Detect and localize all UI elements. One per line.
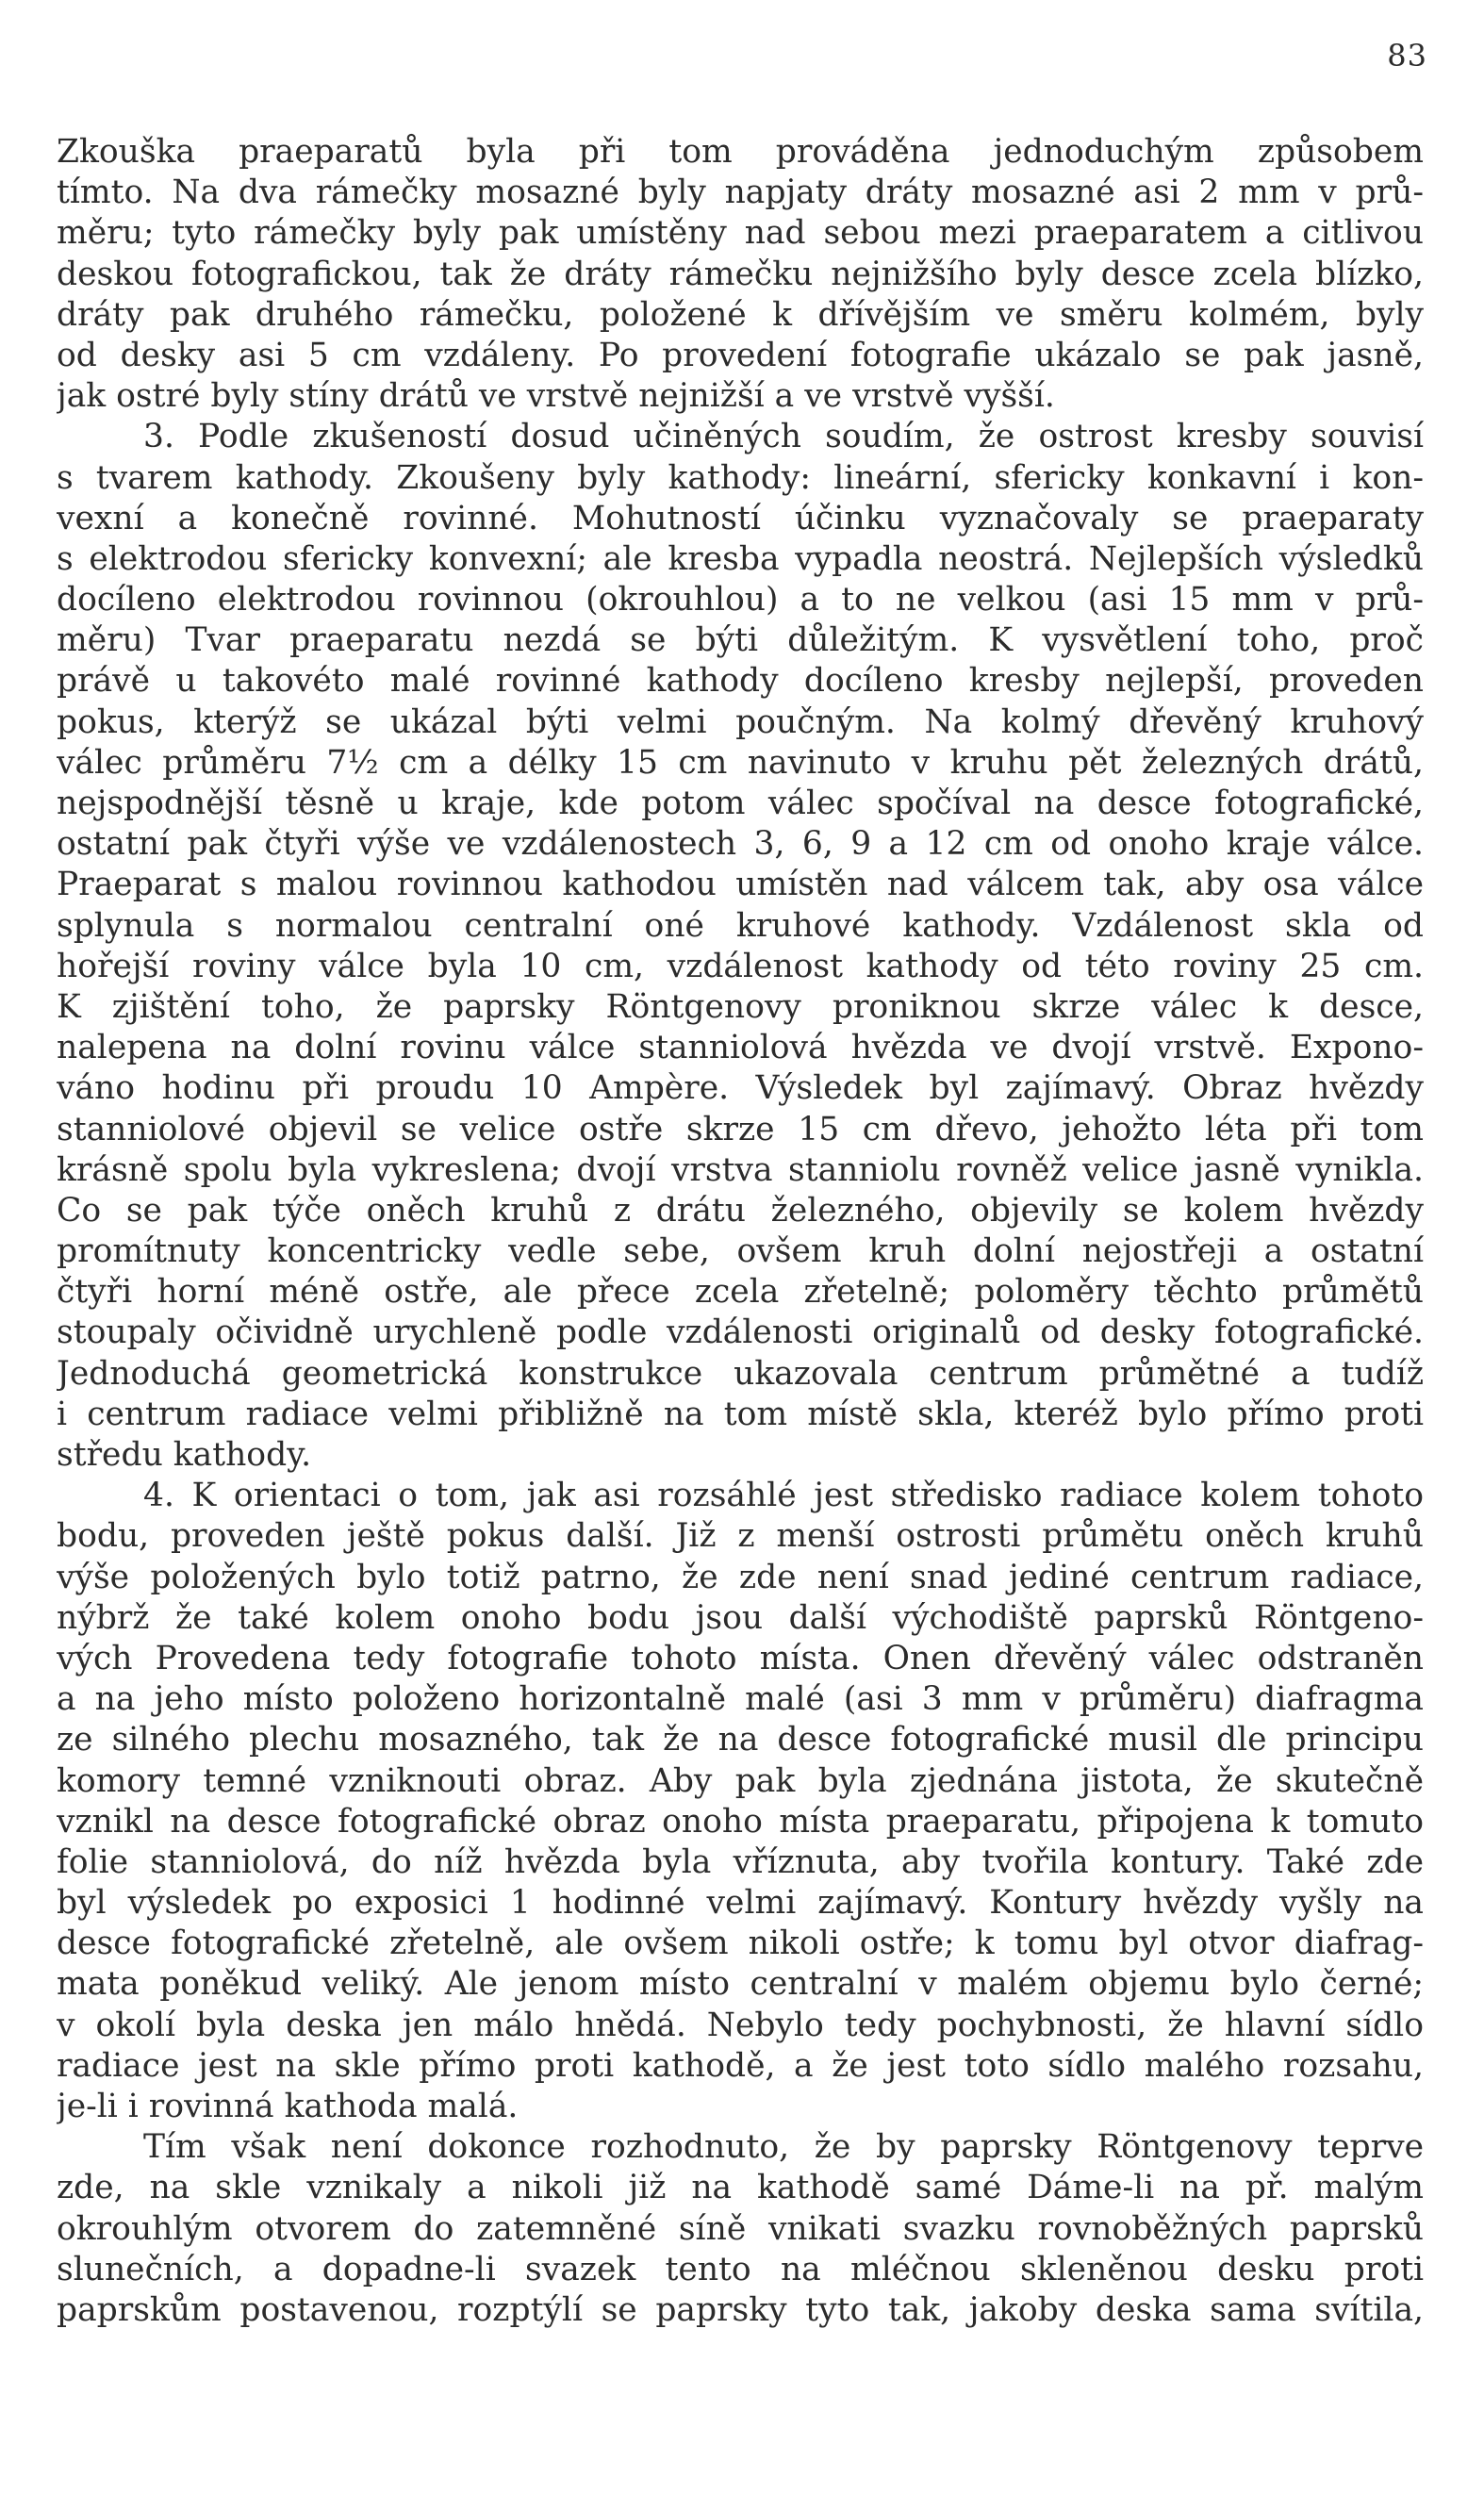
text-line: tímto. Na dva rámečky mosazné byly napjaty dráty mosazné asi 2 mm v prů- xyxy=(57,173,1424,212)
text-line: ostatní pak čtyři výše ve vzdálenostech 3, 6, 9 a 12 cm od onoho kraje válce. xyxy=(57,825,1424,864)
text-line: slunečních, a dopadne-li svazek tento na mléčnou skleněnou desku proti xyxy=(57,2250,1424,2288)
text-line: Co se pak týče oněch kruhů z drátu železného, objevily se kolem hvězdy xyxy=(57,1191,1424,1230)
text-line: výše položených bylo totiž patrno, že zde není snad jediné centrum radiace, xyxy=(57,1558,1424,1596)
text-line: stoupaly očividně urychleně podle vzdálenosti originalů od desky fotografické. xyxy=(57,1313,1424,1352)
text-line: folie stanniolová, do níž hvězda byla vříznuta, aby tvořila kontury. Také zde xyxy=(57,1842,1424,1881)
text-line: Praeparat s malou rovinnou kathodou umístěn nad válcem tak, aby osa válce xyxy=(57,866,1424,904)
text-line: středu kathody. xyxy=(57,1436,312,1474)
text-line: nalepena na dolní rovinu válce stanniolová hvězda ve dvojí vrstvě. Expono- xyxy=(57,1029,1424,1067)
text-line: promítnuty koncentricky vedle sebe, ovšem kruh dolní nejostřeji a ostatní xyxy=(57,1232,1424,1271)
text-line: paprskům postavenou, rozptýlí se paprsky tyto tak, jakoby deska sama svítila, xyxy=(57,2290,1424,2329)
text-line: měru) Tvar praeparatu nezdá se býti důležitým. K vysvětlení toho, proč xyxy=(57,621,1424,660)
text-line: váno hodinu při proudu 10 Ampère. Výsledek byl zajímavý. Obraz hvězdy xyxy=(57,1069,1424,1108)
text-line: a na jeho místo položeno horizontalně malé (asi 3 mm v průměru) diafragma xyxy=(57,1680,1424,1719)
body-text xyxy=(57,132,1424,2331)
text-line: K zjištění toho, že paprsky Röntgenovy proniknou skrze válec k desce, xyxy=(57,987,1424,1026)
text-line: nejspodnější těsně u kraje, kde potom válec spočíval na desce fotografické, xyxy=(57,785,1424,822)
text-line: jak ostré byly stíny drátů ve vrstvě nejnižší a ve vrstvě vyšší. xyxy=(57,377,1055,416)
text-line: od desky asi 5 cm vzdáleny. Po provedení fotografie ukázalo se pak jasně, xyxy=(57,336,1424,374)
text-line: hořejší roviny válce byla 10 cm, vzdálenost kathody od této roviny 25 cm. xyxy=(57,947,1424,985)
text-line: Jednoduchá geometrická konstrukce ukazovala centrum průmětné a tudíž xyxy=(57,1354,1424,1393)
page-number: 83 xyxy=(1387,38,1427,74)
text-line: pokus, kterýž se ukázal býti velmi poučným. Na kolmý dřevěný kruhový xyxy=(57,702,1424,741)
text-line: zde, na skle vznikaly a nikoli již na kathodě samé Dáme-li na př. malým xyxy=(57,2169,1424,2207)
text-line: válec průměru 7½ cm a délky 15 cm navinuto v kruhu pět železných drátů, xyxy=(57,743,1424,782)
text-line: dráty pak druhého rámečku, položené k dřívějším ve směru kolmém, byly xyxy=(57,295,1424,334)
text-line: s elektrodou sfericky konvexní; ale kresba vypadla neostrá. Nejlepších výsledků xyxy=(57,539,1424,578)
text-line: krásně spolu byla vykreslena; dvojí vrstva stanniolu rovněž velice jasně vynikla. xyxy=(57,1150,1424,1189)
text-line: vých Provedena tedy fotografie tohoto místa. Onen dřevěný válec odstraněn xyxy=(57,1639,1424,1677)
text-line: komory temné vzniknouti obraz. Aby pak byla zjednána jistota, že skutečně xyxy=(57,1761,1424,1800)
text-line: bodu, proveden ještě pokus další. Již z menší ostrosti průmětu oněch kruhů xyxy=(57,1517,1424,1556)
text-line: radiace jest na skle přímo proti kathodě, a že jest toto sídlo malého rozsahu, xyxy=(57,2046,1424,2085)
text-line: deskou fotografickou, tak že dráty rámečku nejnižšího byly desce zcela blízko, xyxy=(57,255,1424,293)
text-line: mata poněkud veliký. Ale jenom místo centralní v malém objemu bylo černé; xyxy=(57,1965,1424,2004)
text-line: nýbrž že také kolem onoho bodu jsou další východiště paprsků Röntgeno- xyxy=(57,1598,1424,1637)
text-line: je-li i rovinná kathoda malá. xyxy=(57,2088,519,2125)
text-line: splynula s normalou centralní oné kruhové kathody. Vzdálenost skla od xyxy=(57,906,1424,945)
text-line: stanniolové objevil se velice ostře skrze 15 cm dřevo, jehožto léta při tom xyxy=(57,1110,1424,1148)
text-line: měru; tyto rámečky byly pak umístěny nad sebou mezi praeparatem a citlivou xyxy=(57,214,1424,253)
text-line: i centrum radiace velmi přibližně na tom místě skla, kteréž bylo přímo proti xyxy=(57,1395,1424,1433)
text-line: okrouhlým otvorem do zatemněné síně vnikati svazku rovnoběžných paprsků xyxy=(57,2209,1424,2248)
text-line: vznikl na desce fotografické obraz onoho místa praeparatu, připojena k tomuto xyxy=(57,1802,1424,1841)
text-line: byl výsledek po exposici 1 hodinné velmi zajímavý. Kontury hvězdy vyšly na xyxy=(57,1884,1424,1923)
text-line: desce fotografické zřetelně, ale ovšem nikoli ostře; k tomu byl otvor diafrag- xyxy=(57,1924,1424,1963)
text-line: s tvarem kathody. Zkoušeny byly kathody: lineární, sfericky konkavní i kon- xyxy=(57,458,1424,497)
text-line: 3. Podle zkušeností dosud učiněných soudím, že ostrost kresby souvisí xyxy=(143,418,1424,456)
text-line: ze silného plechu mosazného, tak že na desce fotografické musil dle principu xyxy=(57,1721,1424,1759)
text-line: v okolí byla deska jen málo hnědá. Nebylo tedy pochybnosti, že hlavní sídlo xyxy=(57,2006,1424,2044)
text-line: Zkouška praeparatů byla při tom prováděna jednoduchým způsobem xyxy=(57,133,1424,171)
text-line: Tím však není dokonce rozhodnuto, že by paprsky Röntgenovy teprve xyxy=(143,2128,1424,2167)
text-line: vexní a konečně rovinné. Mohutností účinku vyznačovaly se praeparaty xyxy=(57,499,1424,537)
text-line: právě u takovéto malé rovinné kathody docíleno kresby nejlepší, proveden xyxy=(57,662,1424,701)
text-line: docíleno elektrodou rovinnou (okrouhlou) a to ne velkou (asi 15 mm v prů- xyxy=(57,581,1424,619)
text-line: 4. K orientaci o tom, jak asi rozsáhlé jest středisko radiace kolem tohoto xyxy=(143,1477,1424,1515)
text-line: čtyři horní méně ostře, ale přece zcela zřetelně; poloměry těchto průmětů xyxy=(57,1273,1424,1312)
